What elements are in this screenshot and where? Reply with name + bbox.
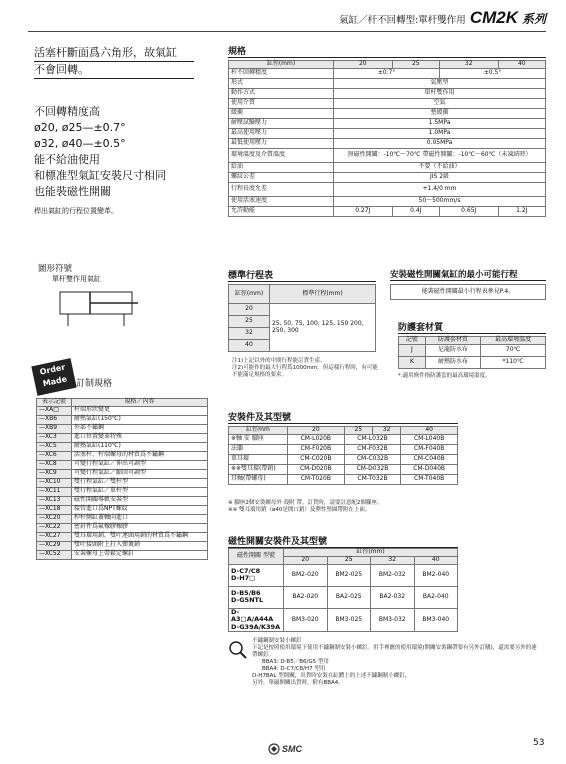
specs-value: 不要（不給油） — [334, 162, 546, 172]
specs-value: 0.27J — [334, 206, 393, 216]
order-spec: 磁性開關導軌安裝型 — [72, 496, 208, 505]
mounting-table — [228, 426, 458, 485]
specs-row — [229, 196, 546, 206]
specs-value: 0.05MPa — [334, 138, 546, 148]
order-spec: 桿杆側缸蓋軸向進口 — [72, 514, 208, 523]
order-code: —XB6 — [37, 415, 72, 424]
specs-value: 0.4J — [392, 206, 439, 216]
order-code: —XC52 — [37, 550, 72, 559]
mounting-row — [229, 454, 458, 464]
order-row — [37, 415, 208, 424]
stroke-title: 標準行程表 — [228, 268, 376, 282]
switch-part: BM3-020 — [284, 608, 328, 631]
order-spec: 安裝螺母上帶鬆定螺釘 — [72, 550, 208, 559]
mounting-part: CM-C020B — [288, 454, 345, 464]
switch-part: BA2-020 — [284, 586, 328, 608]
specs-value: 氣壓型 — [334, 78, 546, 88]
footer-logo — [268, 743, 302, 755]
specs-label: 允許動能 — [229, 206, 334, 216]
specs-value: ±0.7° — [334, 68, 440, 78]
stroke-values: 25, 50, 75, 100, 125, 150 200, 250, 300 — [270, 304, 376, 352]
magnifier-icon — [228, 640, 248, 660]
mounting-part: CM-L020B — [288, 434, 345, 444]
order-spec: 杆端形狀變更 — [72, 406, 208, 415]
switch-part: BM3-032 — [371, 608, 415, 631]
mounting-part: CM-F020B — [288, 444, 345, 454]
order-table — [36, 398, 208, 560]
switch-row — [229, 586, 458, 608]
order-made-title: 訂制規格 — [76, 379, 113, 389]
switch-model — [229, 608, 284, 631]
switch-row — [229, 608, 458, 631]
specs-bore-col: 32 — [439, 61, 498, 69]
feature-line: ø20, ø25—±0.7° — [34, 121, 126, 134]
symbol-section — [38, 262, 138, 334]
mounting-row — [229, 474, 458, 484]
mounting-part: CM-T040B — [401, 474, 458, 484]
seal-col: 記號 — [399, 337, 426, 345]
switch-notes — [252, 638, 542, 687]
switch-part: BA2-025 — [327, 586, 371, 608]
specs-row — [229, 98, 546, 108]
order-code: —XC18 — [37, 505, 72, 514]
specs-label: 最高使用壓力 — [229, 128, 334, 138]
header-model: CM2K — [469, 8, 518, 27]
min-stroke-title: 安裝磁性開關氣缸的最小可能行程 — [390, 268, 546, 281]
order-code: —XC29 — [37, 541, 72, 550]
specs-value: ±0.5° — [439, 68, 545, 78]
specs-bore-col: 40 — [498, 61, 545, 69]
specs-value: JIS 2級 — [334, 172, 546, 182]
specs-value: 無磁性開關：-10℃～70℃ 帶磁性開關：-10℃～60℃（未凍結時） — [334, 148, 546, 162]
mounting-part: CM-D032B — [344, 464, 401, 474]
mounting-part: CM-L032B — [344, 434, 401, 444]
specs-row — [229, 128, 546, 138]
stroke-col-stroke: 標準行程(mm) — [270, 285, 376, 304]
switch-model — [229, 586, 284, 608]
order-code: —XB9 — [37, 424, 72, 433]
symbol-title: 圖形符號 — [38, 264, 73, 274]
specs-value: 0.65J — [439, 206, 498, 216]
seal-title: 防護套材質 — [398, 320, 546, 334]
mounting-part: CM-C032B — [344, 454, 401, 464]
order-spec: 進口位置變革特殊 — [72, 433, 208, 442]
switch-part: BA2-040 — [414, 586, 458, 608]
order-spec: 外部不鏽鋼 — [72, 424, 208, 433]
min-stroke-text: 能裝磁性開關最小行程表參見P.4。 — [390, 284, 546, 300]
specs-value: 墊緩衝 — [334, 108, 546, 118]
mounting-note: ※ 腳座2個安裝螺母外 殼附 帶。訂貨時，請要註意配2個腳座。 — [228, 500, 383, 506]
order-row — [37, 550, 208, 559]
specs-row — [229, 172, 546, 182]
specs-value: 單杆雙作用 — [334, 88, 546, 98]
stroke-bore: 32 — [229, 328, 270, 340]
specs-row — [229, 206, 546, 216]
order-code: —XC3 — [37, 433, 72, 442]
mounting-row — [229, 444, 458, 454]
specs-value: 1.0MPa — [334, 128, 546, 138]
order-code: —XC13 — [37, 496, 72, 505]
header-subtitle: 氣缸／杆不回轉型:單杆雙作用 — [339, 15, 466, 26]
order-code: —XC11 — [37, 487, 72, 496]
specs-row — [229, 138, 546, 148]
mounting-bore-col: 25 — [344, 427, 372, 435]
switch-model — [229, 564, 284, 586]
order-code: —XC5 — [37, 442, 72, 451]
order-spec: 雙耳環用銷，雙叶連頭用銷的材質爲不鏽鋼 — [72, 532, 208, 541]
specs-label: 形式 — [229, 78, 334, 88]
seal-material: 尼龍防水布 — [425, 344, 480, 356]
intro-features — [34, 104, 204, 216]
seal-col: 防護套材質 — [425, 337, 480, 345]
order-code: —XC9 — [37, 469, 72, 478]
switch-row — [229, 564, 458, 586]
switch-note: BBA3: D-B5／B6/G5 型用 — [262, 659, 329, 665]
mounting-note: ※※ 雙耳環用銷（ø40是開口銷）及彈性墊圈帶附在上面。 — [228, 507, 371, 513]
specs-title: 規格 — [228, 44, 546, 58]
specs-value: 空氣 — [334, 98, 546, 108]
seal-material: 耐熱防水布 — [425, 356, 480, 368]
mounting-part: CM-F040B — [401, 444, 458, 454]
specs-bore-label: 缸徑(mm) — [229, 61, 334, 69]
stroke-table — [228, 284, 376, 352]
order-code: —XC8 — [37, 460, 72, 469]
mounting-row — [229, 464, 458, 474]
header-series: 系列 — [521, 12, 546, 26]
badge-line2: Made — [42, 374, 68, 389]
stroke-note: 注2)可能作的最大行程爲1000mm。但這樣行程時，有可能不能滿足規格的要求。 — [232, 365, 378, 378]
specs-label: 行程長度允差 — [229, 182, 334, 196]
mounting-part: CM-C040B — [401, 454, 458, 464]
order-row — [37, 424, 208, 433]
specs-label: 環境溫度及介質溫度 — [229, 148, 334, 162]
page-number: 53 — [533, 738, 545, 748]
order-spec: 活塞杆、杆端螺母的材質爲不鏽鋼 — [72, 451, 208, 460]
stroke-note: 注1)上記以外的中間行程能訂貨生產。 — [232, 358, 326, 364]
mounting-notes — [228, 500, 528, 514]
symbol-caption: 單杆雙作用氣缸 — [52, 275, 101, 283]
intro-box — [34, 45, 194, 79]
specs-label: 螺紋公差 — [229, 172, 334, 182]
specs-label: 緩衝 — [229, 108, 334, 118]
order-spec: 雙行程氣缸／雙杆型 — [72, 478, 208, 487]
order-code: —XC27 — [37, 532, 72, 541]
switch-note: 不鏽鋼制安裝小螺釘 — [252, 638, 302, 644]
specs-row — [229, 182, 546, 196]
order-code: —XC22 — [37, 523, 72, 532]
seal-code: J — [399, 344, 426, 356]
order-spec: 可變行程氣缸／縮回可調型 — [72, 469, 208, 478]
mounting-part: CM-D020B — [288, 464, 345, 474]
specs-label: 使用介質 — [229, 98, 334, 108]
specs-label: 給油 — [229, 162, 334, 172]
badge-line1: Order — [38, 362, 67, 377]
order-spec: 雙行程氣缸／單杆型 — [72, 487, 208, 496]
seal-temp: 70℃ — [481, 344, 546, 356]
specs-value: 1.2J — [498, 206, 545, 216]
switch-model-line: D-C7/C8 — [231, 566, 261, 575]
intro-boxed-line1: 活塞杆斷面爲六角形，故氣缸 — [34, 45, 194, 62]
mounting-part: CM-T020B — [288, 474, 345, 484]
switch-part: BM2-040 — [414, 564, 458, 586]
specs-value: 50～500mm/s — [334, 196, 546, 206]
specs-row — [229, 68, 546, 78]
specs-row — [229, 148, 546, 162]
switch-model-line: D-G39A/K39A — [231, 622, 281, 631]
seal-col: 最高環境溫度 — [481, 337, 546, 345]
specs-row — [229, 88, 546, 98]
specs-row — [229, 78, 546, 88]
order-col-spec: 規格／內容 — [72, 399, 208, 407]
specs-row — [229, 108, 546, 118]
switch-note: 下記是按照使用環境下使用不鏽鋼制安裝小螺釘。用手裡應的使用環境(開關安裝鋼帶要有另外訂購)，還需要另外的連帶螺釘。 — [252, 645, 537, 658]
mounting-part: CM-L040B — [401, 434, 458, 444]
mounting-label: ※軸 安 腳座 — [229, 434, 288, 444]
mounting-label: ※※雙耳環(帶銷) — [229, 464, 288, 474]
specs-table — [228, 60, 546, 217]
mounting-part: CM-T032B — [344, 474, 401, 484]
mounting-title: 安裝件及其型號 — [228, 410, 458, 424]
mounting-label: 法蘭 — [229, 444, 288, 454]
switch-bore-label: 缸徑(mm) — [284, 549, 458, 557]
specs-label: 動作方式 — [229, 88, 334, 98]
specs-value: +1.4/0 mm — [334, 182, 546, 196]
mounting-bore-col: 32 — [372, 427, 400, 435]
order-code: —XA□ — [37, 406, 72, 415]
specs-bore-col: 25 — [392, 61, 439, 69]
specs-label: 耐壓試驗壓力 — [229, 118, 334, 128]
specs-row — [229, 162, 546, 172]
switch-model-line: D-A3□A/A44A — [231, 607, 274, 624]
specs-value: 1.5MPa — [334, 118, 546, 128]
order-code: —XC6 — [37, 451, 72, 460]
seal-temp: *110℃ — [481, 356, 546, 368]
header-rule — [28, 31, 546, 32]
intro-note: 桿出氣缸的行程位置變革。 — [34, 207, 118, 215]
order-code: —XC20 — [37, 514, 72, 523]
footer-brand: SMC — [282, 744, 302, 754]
feature-line: 能不給油使用 — [34, 153, 100, 166]
mounting-row — [229, 434, 458, 444]
seal-table — [398, 336, 546, 369]
switch-bore-col: 25 — [327, 556, 371, 564]
order-code: —XC10 — [37, 478, 72, 487]
order-made-badge — [31, 358, 76, 396]
intro-boxed-line2: 不會回轉。 — [34, 62, 194, 79]
feature-line: 不回轉精度高 — [34, 105, 100, 118]
switch-bore-col: 20 — [284, 556, 328, 564]
order-row — [37, 433, 208, 442]
stroke-col-bore: 缸徑(mm) — [229, 285, 270, 304]
smc-logo-icon — [268, 743, 280, 755]
mounting-label: 耳軸(帶螺母) — [229, 474, 288, 484]
switch-bore-col: 32 — [371, 556, 415, 564]
seal-note: *:適用條件指防護套的最高環境溫度。 — [398, 373, 491, 379]
switch-note: D-H7BAL 型開關，出貨時安裝在缸體上的上述不鏽鋼制小螺釘， — [252, 673, 411, 679]
cylinder-symbol-icon — [38, 284, 138, 334]
order-spec: 耐熱氣缸(110℃) — [72, 442, 208, 451]
mounting-bore-label: 缸徑mm — [229, 427, 288, 435]
specs-label: 最低使用壓力 — [229, 138, 334, 148]
mounting-bore-col: 40 — [401, 427, 458, 435]
switch-model-line: D-H7□ — [231, 574, 256, 583]
page-header — [339, 8, 546, 28]
seal-code: K — [399, 356, 426, 368]
switch-model-line: D-B5/B6 — [231, 588, 261, 597]
switch-note: BBA4: D-C7/C8/H7 型用 — [262, 666, 326, 672]
stroke-bore: 25 — [229, 316, 270, 328]
switch-part: BM2-032 — [371, 564, 415, 586]
specs-row — [229, 118, 546, 128]
order-spec: 可變行程氣缸／伸出可調型 — [72, 460, 208, 469]
feature-line: 和標准型氣缸安裝尺寸相同 — [34, 169, 166, 182]
stroke-bore: 40 — [229, 340, 270, 352]
switch-title: 磁性開關安裝件及其型號 — [228, 534, 458, 548]
mounting-part: CM-F032B — [344, 444, 401, 454]
switch-note: 另外，單磁開關出貨時，附有BBA4。 — [252, 680, 344, 686]
switch-model-line: D-G5NTL — [231, 596, 264, 605]
switch-part: BM2-020 — [284, 564, 328, 586]
switch-part: BM3-025 — [327, 608, 371, 631]
specs-label: 使用活塞速度 — [229, 196, 334, 206]
switch-part: BM2-025 — [327, 564, 371, 586]
order-spec: 雙叶接頭附上打入彈簧銷 — [72, 541, 208, 550]
feature-line: ø32, ø40—±0.5° — [34, 137, 126, 150]
mounting-part: CM-D040B — [401, 464, 458, 474]
switch-table — [228, 548, 458, 632]
order-spec: 耐熱氣缸(150℃) — [72, 415, 208, 424]
mounting-label: 單耳環 — [229, 454, 288, 464]
stroke-notes — [232, 358, 382, 379]
order-row — [37, 406, 208, 415]
switch-part: BA2-032 — [371, 586, 415, 608]
switch-bore-col: 40 — [414, 556, 458, 564]
order-spec: 密封件爲氟橡膠橡膠 — [72, 523, 208, 532]
switch-part: BM3-040 — [414, 608, 458, 631]
specs-bore-col: 20 — [334, 61, 393, 69]
stroke-bore: 20 — [229, 304, 270, 316]
specs-label: 杆不回轉精度 — [229, 68, 334, 78]
feature-line: 也能裝磁性開關 — [34, 185, 111, 198]
order-col-code: 表示記號 — [37, 399, 72, 407]
order-spec: 接管進口爲NPT螺紋 — [72, 505, 208, 514]
mounting-bore-col: 20 — [288, 427, 345, 435]
switch-col-label: 磁性開關 型號 — [229, 549, 284, 565]
